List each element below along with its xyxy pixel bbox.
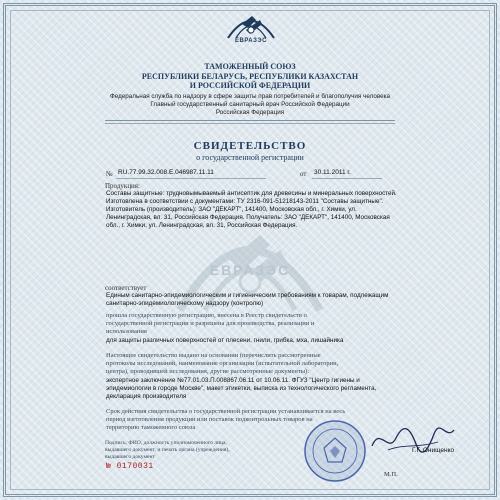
product-line: Изготовитель (производитель): ЗАО "ДЕКАРТ", 141400, Московская обл., г. Химки, ул. bbox=[106, 206, 357, 213]
header-divider bbox=[105, 120, 395, 121]
validity-line: Срок действия свидетельства о государственной регистрации устанавливается на весь bbox=[106, 408, 346, 415]
signatory-caption: выдавшего документ, и печать органа (учреждения), bbox=[105, 447, 230, 453]
passed-line: использования bbox=[106, 328, 147, 335]
basis-line: Настоящее свидетельство выдано на основании (перечислить рассмотренные bbox=[106, 352, 321, 359]
agency-line-2: Главный государственный санитарный врач Российской Федерации bbox=[150, 101, 350, 108]
watermark-label: ЕВРАЗЭС bbox=[209, 262, 291, 278]
signatory-name: Г.Г. Онищенко bbox=[412, 447, 455, 454]
union-line-3: И РОССИЙСКОЙ ФЕДЕРАЦИИ bbox=[189, 81, 311, 90]
product-line: обл., г. Химки, ул. Ленинградская, вл. 31, Российская Федерация. bbox=[106, 222, 298, 229]
reg-date-underline bbox=[312, 178, 382, 179]
agency-line-1: Федеральная служба по надзору в сфере защиты прав потребителей и благополучия человека bbox=[109, 93, 391, 100]
reg-number-underline bbox=[116, 178, 266, 179]
serial-number: № 0170031 bbox=[106, 462, 154, 471]
stamp-label: М.П. bbox=[384, 471, 398, 478]
product-line: Составы защитные: трудновымываемый антисептик для древесины и минеральных поверхностей. bbox=[106, 190, 397, 197]
emblem-label: ЕВРАЗЭС bbox=[234, 38, 267, 44]
reg-date-label: от bbox=[300, 170, 307, 178]
reg-number: RU.77.99.32.008.Е.046987.11.11 bbox=[118, 169, 214, 176]
passed-line: прошла государственную регистрацию, внесена в Реестр свидетельств о bbox=[106, 312, 307, 319]
official-seal-icon bbox=[302, 418, 368, 484]
basis-line: центра), проводившей исследования, другие рассмотренные документы): bbox=[106, 368, 310, 375]
validity-line: территорию таможенного союза bbox=[106, 424, 196, 431]
basis-detail-line: эпидемиологии в городе Москве", макет этикетки, выписка из технологического регламента, bbox=[106, 385, 377, 392]
product-line: Изготовлена в соответствии с документами: ТУ 2316-091-51218143-2011 "Составы защитные". bbox=[106, 198, 384, 205]
product-label: Продукция: bbox=[105, 182, 140, 190]
compliance-label: соответствует bbox=[105, 284, 147, 292]
signatory-caption: Подпись, ФИО, должность уполномоченного лица, bbox=[105, 440, 227, 446]
agency-line-3: Российская Федерация bbox=[215, 109, 285, 116]
validity-line: период изготовления продукции или поставок подконтрольных товаров на bbox=[106, 416, 313, 423]
usage-line: для защиты различных поверхностей от плесени, гнили, грибка, мха, лишайника bbox=[106, 337, 344, 344]
basis-line: протоколы исследований, наименование организации (испытательной лаборатории, bbox=[106, 360, 339, 367]
union-line-1: ТАМОЖЕННЫЙ СОЮЗ bbox=[204, 62, 296, 71]
basis-detail-line: экспертное заключение №77.01.03.П.008867.06.11 от 10.06.11. ФГУЗ "Центр гигиены и bbox=[106, 377, 360, 384]
header-divider-thin bbox=[105, 123, 395, 124]
union-line-2: РЕСПУБЛИКИ БЕЛАРУСЬ, РЕСПУБЛИКИ КАЗАХСТАН bbox=[141, 72, 359, 81]
compliance-line: Единым санитарно-эпидемиологическим и гигиеническим требованиям к товарам, подлежащим bbox=[106, 292, 389, 299]
product-line: Ленинградская, вл. 31, Российская Федерация. Получатель: ЗАО "ДЕКАРТ", 141400, Московская bbox=[106, 214, 390, 221]
handwritten-signature-icon bbox=[368, 420, 458, 460]
reg-date: 30.11.2011 г. bbox=[314, 169, 351, 176]
basis-detail-line: декларация производителя bbox=[106, 393, 187, 400]
passed-line: государственной регистрации и разрешена для производства, реализации и bbox=[106, 320, 315, 327]
document-title: СВИДЕТЕЛЬСТВО bbox=[193, 140, 307, 152]
document-subtitle: о государственной регистрации bbox=[196, 153, 304, 162]
reg-number-label: № bbox=[106, 170, 113, 178]
compliance-line: санитарно-эпидемиологическому надзору (контролю) bbox=[106, 300, 264, 307]
signatory-caption: выдавшего документ bbox=[105, 454, 155, 460]
